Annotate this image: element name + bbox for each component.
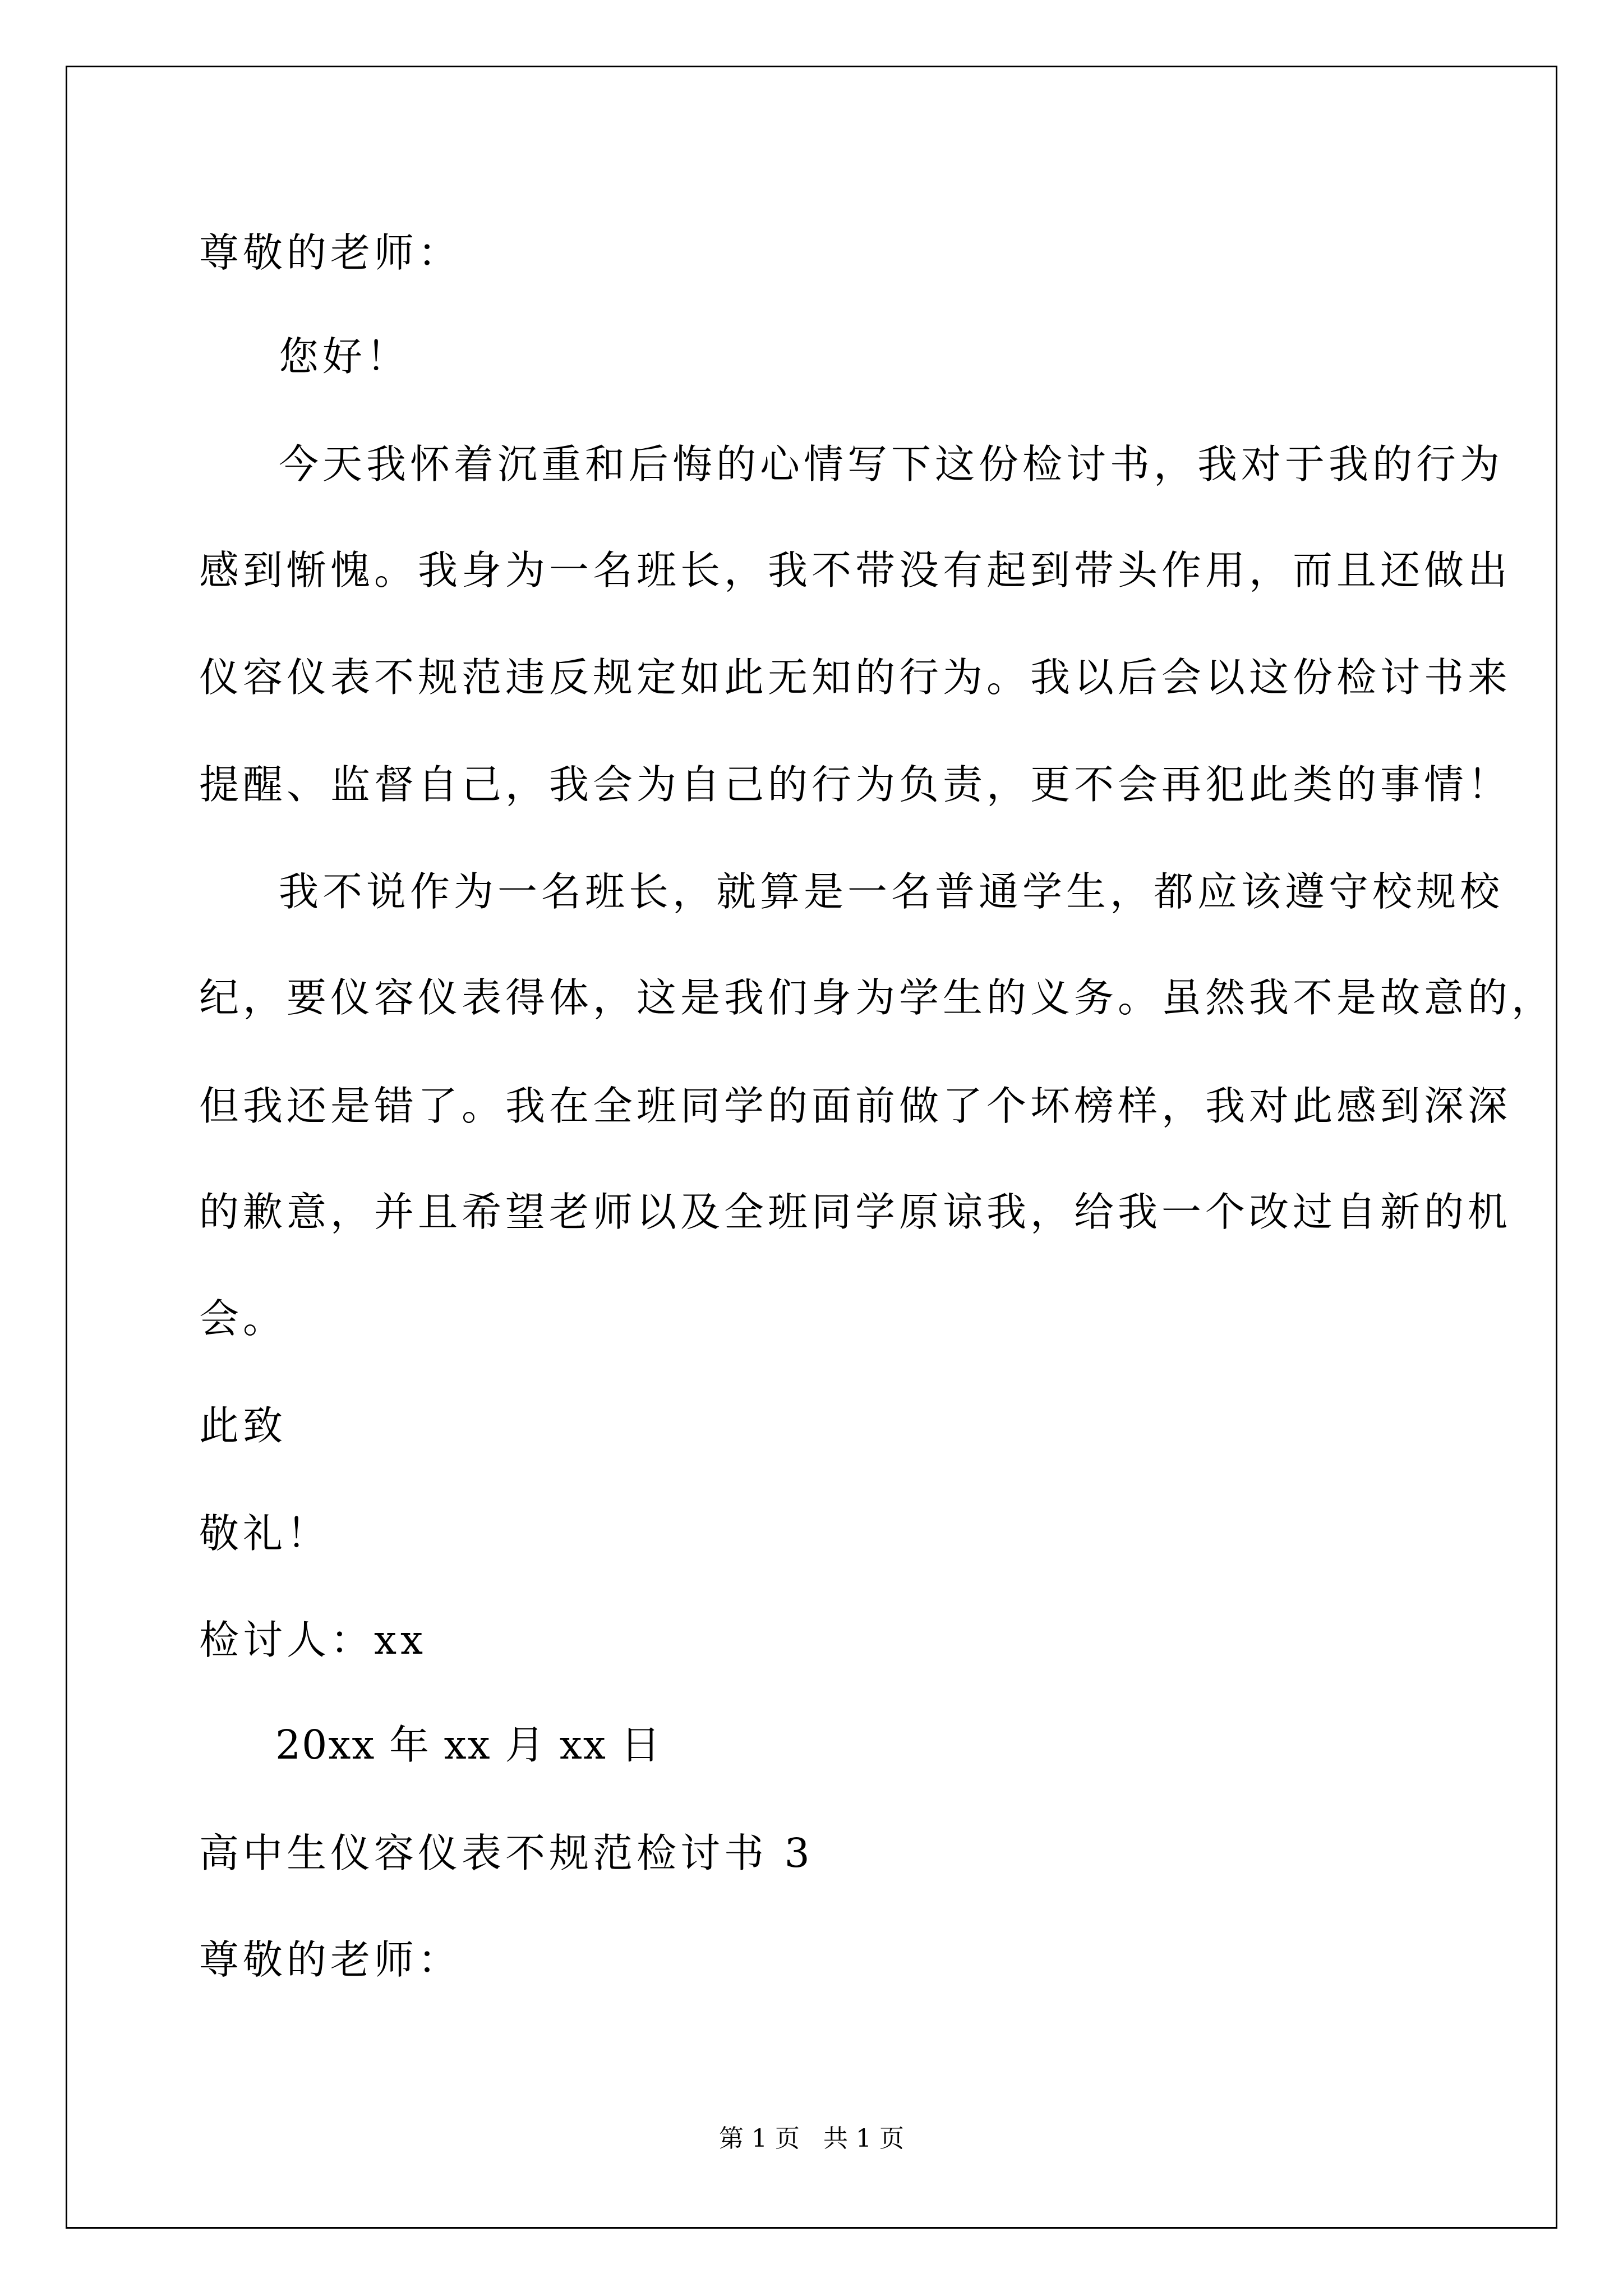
paragraph-2-line-4: 的歉意，并且希望老师以及全班同学原谅我，给我一个改过自新的机 [199, 1189, 1512, 1235]
paragraph-1-line-1: 今天我怀着沉重和后悔的心情写下这份检讨书，我对于我的行为 [279, 441, 1504, 487]
date: 20xx 年 xx 月 xx 日 [275, 1722, 662, 1768]
paragraph-2-line-2: 纪，要仪容仪表得体，这是我们身为学生的义务。虽然我不是故意的， [199, 974, 1556, 1021]
closing-line-2: 敬礼！ [199, 1510, 331, 1557]
page-footer: 第 1 页 共 1 页 [719, 2124, 904, 2153]
paragraph-2-line-5: 会。 [199, 1295, 287, 1342]
signature: 检讨人：xx [199, 1617, 427, 1663]
page-border [66, 66, 1557, 2229]
paragraph-2-line-1: 我不说作为一名班长，就算是一名普通学生，都应该遵守校规校 [279, 868, 1504, 915]
paragraph-1-line-4: 提醒、监督自己，我会为自己的行为负责，更不会再犯此类的事情！ [199, 761, 1512, 808]
paragraph-1-line-3: 仪容仪表不规范违反规定如此无知的行为。我以后会以这份检讨书来 [199, 654, 1512, 701]
next-letter-title: 高中生仪容仪表不规范检讨书 3 [199, 1830, 814, 1876]
paragraph-1-line-2: 感到惭愧。我身为一名班长，我不带没有起到带头作用，而且还做出 [199, 547, 1512, 593]
next-letter-salutation: 尊敬的老师： [199, 1936, 462, 1983]
salutation: 尊敬的老师： [199, 229, 462, 276]
closing-line-1: 此致 [199, 1402, 287, 1449]
greeting: 您好！ [279, 333, 411, 380]
paragraph-2-line-3: 但我还是错了。我在全班同学的面前做了个坏榜样，我对此感到深深 [199, 1083, 1512, 1129]
